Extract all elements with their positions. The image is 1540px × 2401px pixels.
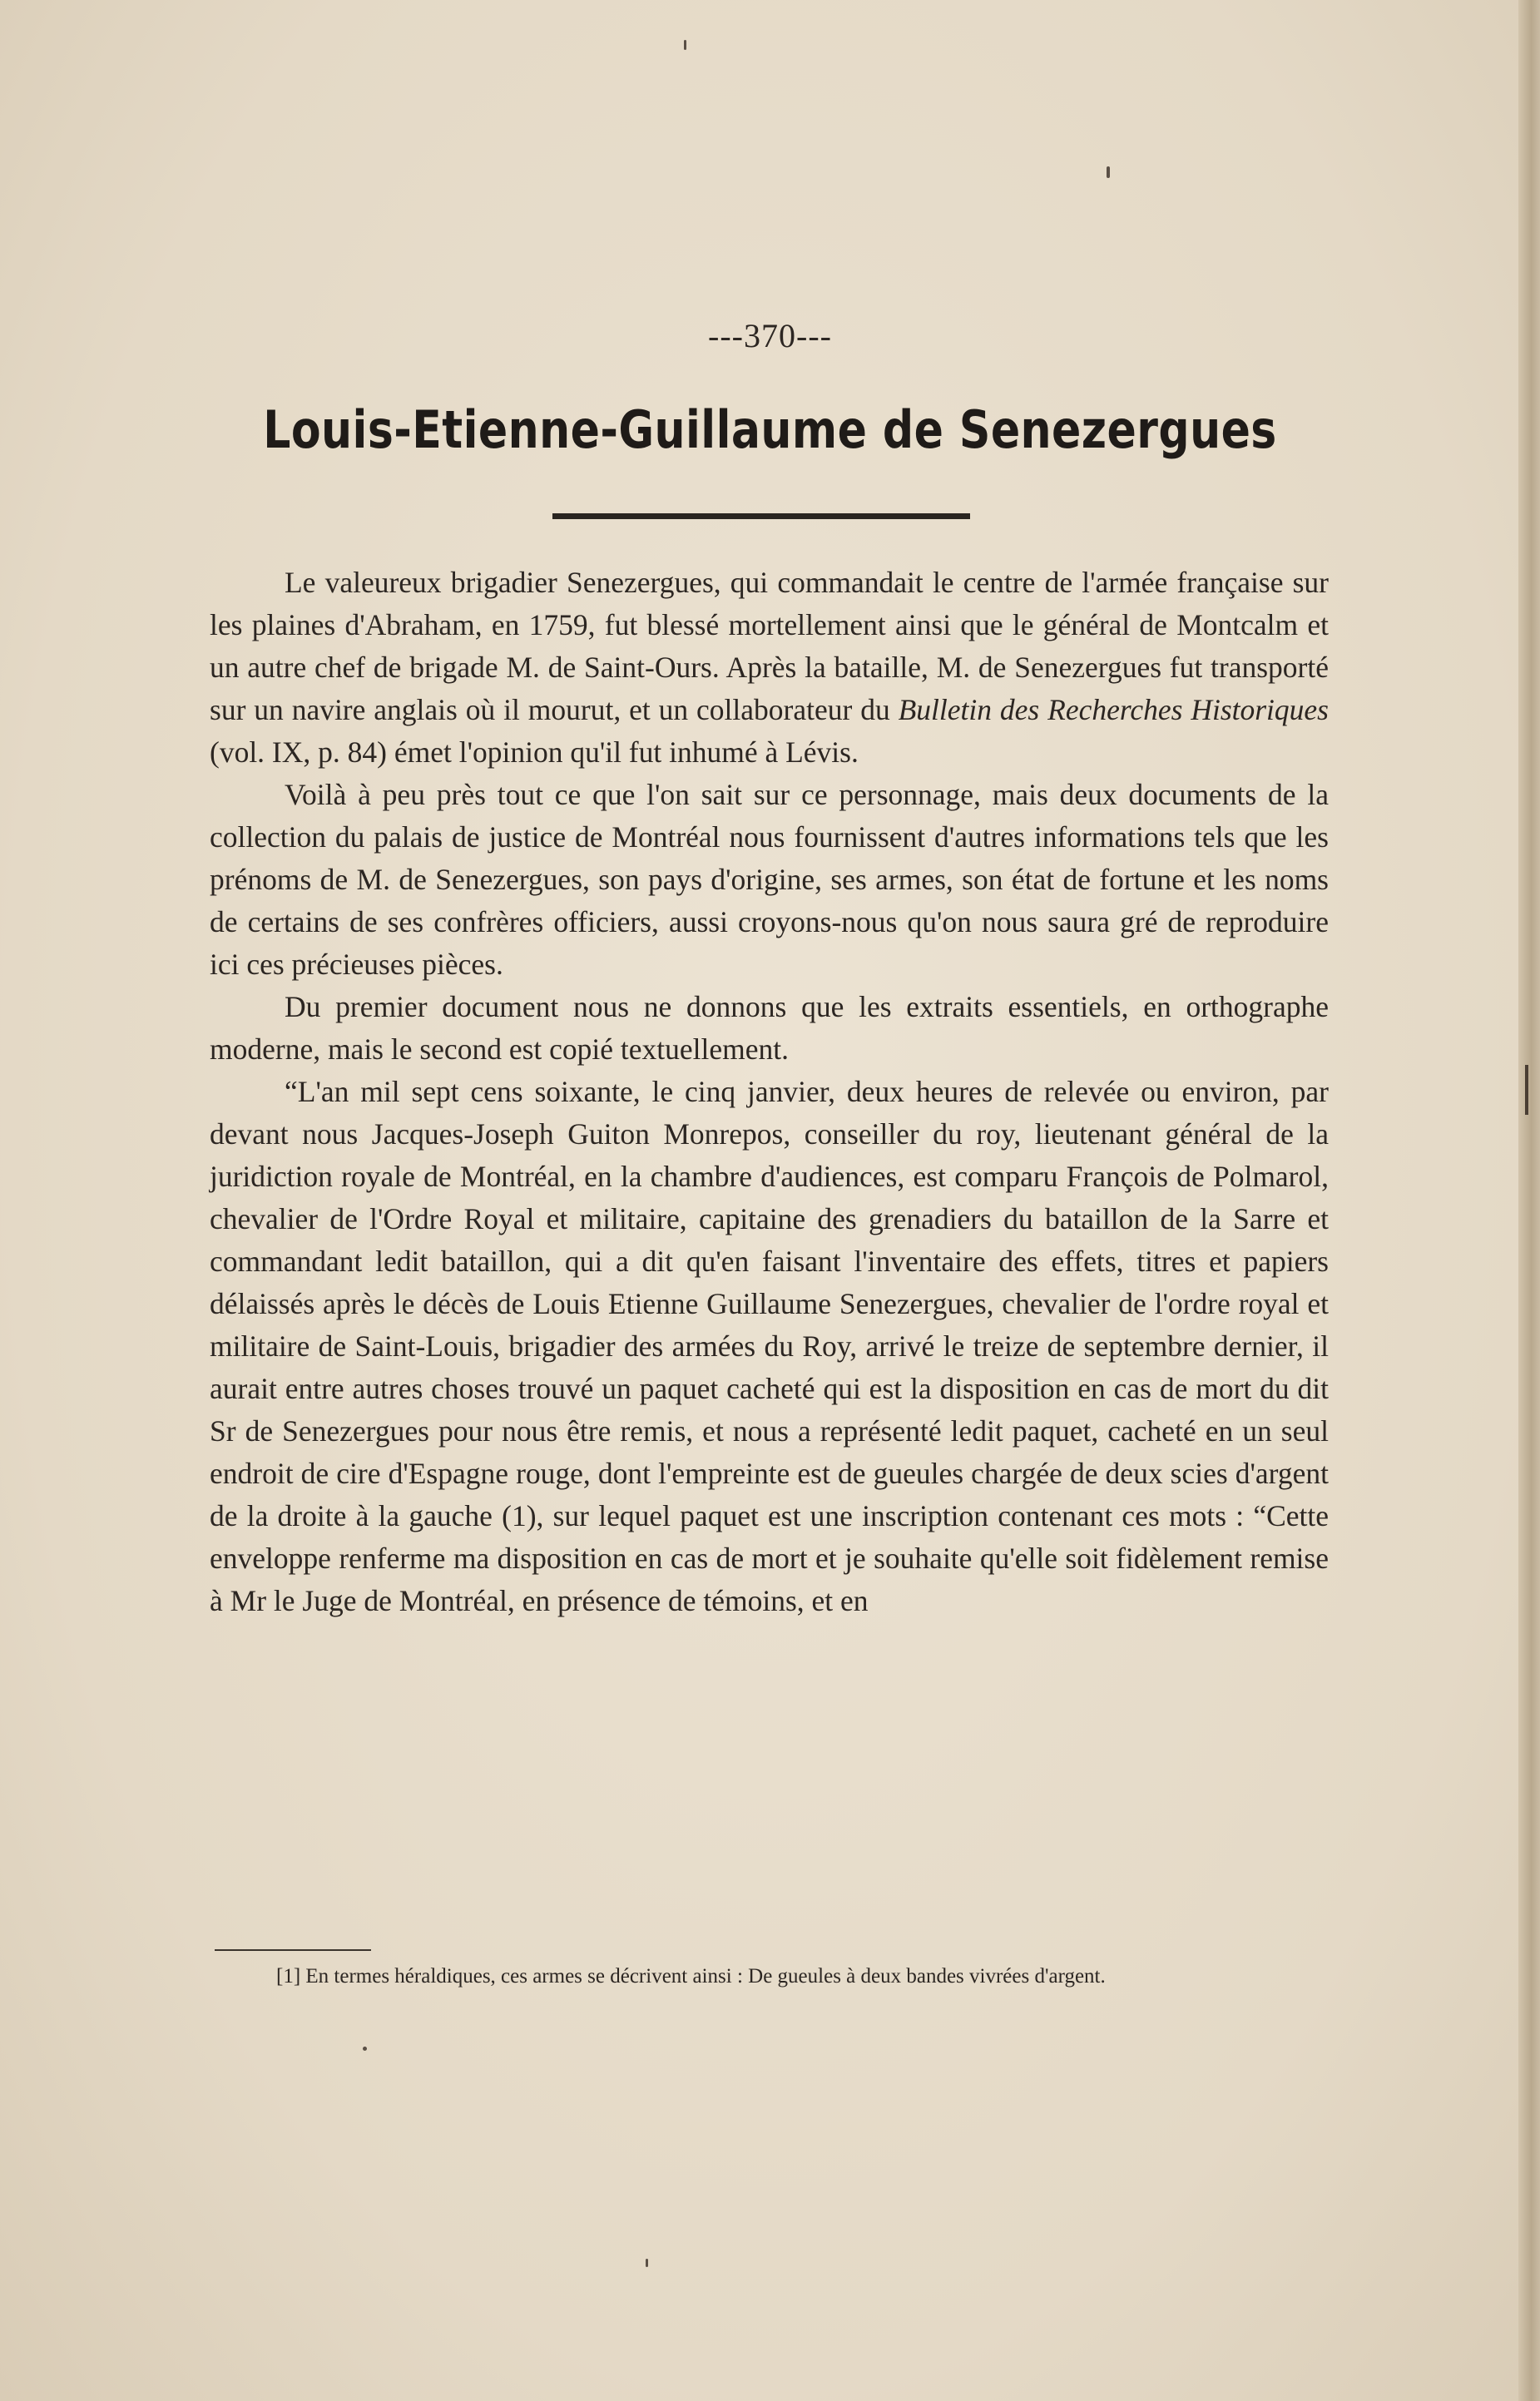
article-title: Louis-Etienne-Guillaume de Senezergues (263, 399, 1277, 460)
bulletin-citation: Bulletin des Recherches Historiques (898, 693, 1329, 726)
page-number: ---370--- (708, 317, 832, 354)
page-edge (1518, 0, 1540, 2401)
paragraph-3: Du premier document nous ne donnons que les extraits essentiels, en orthographe moderne, mais le second est copié textuellement. (210, 990, 1329, 1066)
footnote (210, 1963, 1329, 1991)
paper-speck (646, 2259, 648, 2267)
paragraph-4: “L'an mil sept cens soixante, le cinq janvier, deux heures de relevée ou environ, par devant nous Jacques-Joseph Guiton Monrepos, conseiller du roy, lieutenant général de la juridiction royale de Montréal, en la chambre d'audiences, est comparu François de Polmarol, chevalier de l'Ordre Royal et militaire, capitaine des grenadiers du bataillon de la Sarre et commandant ledit bataillon, qui a dit qu'en faisant l'inventaire des effets, titres et papiers délaissés après le décès de Louis Etienne Guillaume Senezergues, chevalier de l'ordre royal et militaire de Saint-Louis, brigadier des armées du Roy, arrivé le treize de septembre dernier, il aurait entre autres choses trouvé un paquet cacheté qui est la disposition en cas de mort du dit Sr de Senezergues pour nous être remis, et nous a représenté ledit paquet, cacheté en un seul endroit de cire d'Espagne rouge, dont l'empreinte est de gueules chargée de deux scies d'argent de la droite à la gauche (1), sur lequel paquet est une inscription contenant ces mots : “Cette enveloppe renferme ma disposition en cas de mort et je souhaite qu'elle soit fidèlement remise à Mr le Juge de Montréal, en présence de témoins, et en (210, 1075, 1329, 1617)
footnote-text: [1] En termes héraldiques, ces armes se décrivent ainsi : De gueules à deux bandes vivrées d'argent. (276, 1965, 1106, 1988)
paper-speck (684, 40, 686, 50)
paper-speck (363, 2047, 367, 2051)
title-rule (552, 513, 970, 519)
article-body (210, 562, 1329, 1622)
paragraph-1: Le valeureux brigadier Senezergues, qui commandait le centre de l'armée française sur les plaines d'Abraham, en 1759, fut blessé mortellement ainsi que le général de Montcalm et un autre chef de brigade M. de Saint-Ours. Après la bataille, M. de Senezergues fut transporté sur un navire anglais où il mourut, et un collaborateur du Bulletin des Recherches Historiques (vol. IX, p. 84) émet l'opinion qu'il fut inhumé à Lévis. (210, 566, 1329, 769)
footnote-rule (215, 1949, 371, 1951)
paragraph-2: Voilà à peu près tout ce que l'on sait sur ce personnage, mais deux documents de la collection du palais de justice de Montréal nous fournissent d'autres informations tels que les prénoms de M. de Senezergues, son pays d'origine, ses armes, son état de fortune et les noms de certains de ses confrères officiers, aussi croyons-nous qu'on nous saura gré de reproduire ici ces précieuses pièces. (210, 778, 1329, 981)
paper-speck (1107, 166, 1110, 178)
